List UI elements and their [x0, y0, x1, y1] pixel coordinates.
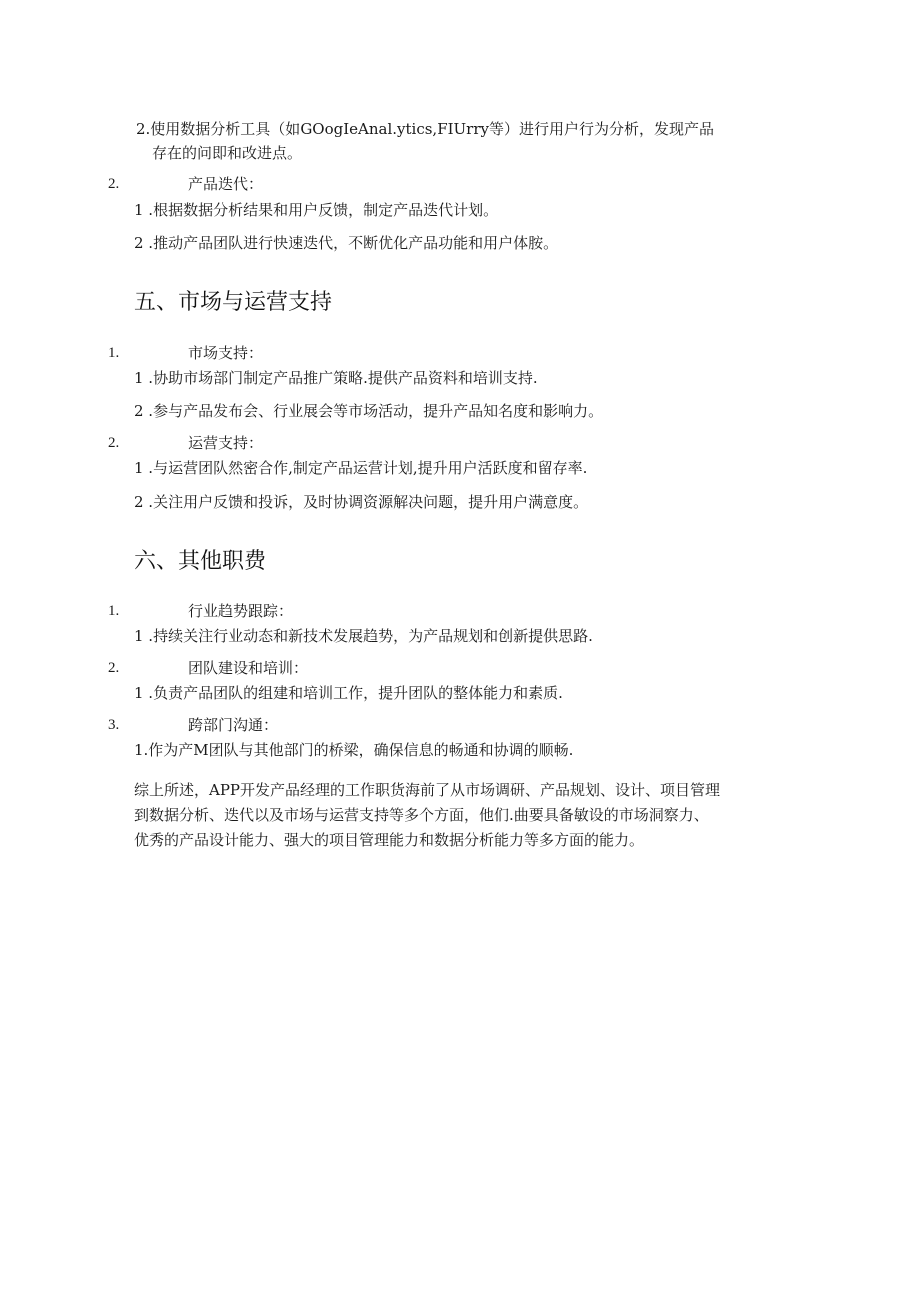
sub-item: 1 .持续关注行业动态和新技术发展趋势，为产品规划和创新提供思路. [134, 627, 593, 645]
sub-item: 1 .负责产品团队的组建和培训工作，提升团队的整体能力和素质. [134, 684, 563, 702]
summary-line: 综上所述，APP开发产品经理的工作职货海前了从市场调研、产品规划、设计、项目管理 [134, 781, 721, 799]
list-number: 2. [108, 435, 120, 451]
sub-item: 1.作为产M团队与其他部门的桥梁，确保信息的畅通和协调的顺畅. [134, 741, 574, 759]
list-label: 市场支持： [188, 344, 264, 362]
sub-item: 1 .与运营团队然密合作,制定产品运营计划,提升用户活跃度和留存率. [134, 459, 588, 477]
list-label: 团队建设和培训： [188, 659, 309, 677]
list-label: 跨部门沟通： [188, 716, 279, 734]
list-item-text: 2.使用数据分析工具（如GOogIeAnal.ytics,FIUrry等）进行用户行为分析，发现产品 [136, 120, 714, 138]
sub-item: 1 .协助市场部门制定产品推广策略.提供产品资料和培训支持. [134, 369, 538, 387]
list-number: 2. [108, 660, 120, 676]
summary-line: 到数据分析、迭代以及市场与运营支持等多个方面，他们.曲要具备敏设的市场洞察力、 [134, 806, 709, 824]
list-number: 3. [108, 717, 120, 733]
list-number: 1. [108, 345, 120, 361]
sub-item: 1 .根据数据分析结果和用户反馈，制定产品迭代计划。 [134, 201, 499, 219]
list-label: 产品迭代： [188, 175, 264, 193]
summary-line: 优秀的产品设计能力、强大的项目管理能力和数据分析能力等多方面的能力。 [134, 831, 645, 849]
sub-item: 2 .推动产品团队进行快速迭代，不断优化产品功能和用户体胺。 [134, 234, 559, 252]
list-label: 行业趋势跟踪： [188, 602, 294, 620]
sub-item: 2 .关注用户反馈和投诉，及时协调资源解决问题，提升用户满意度。 [134, 493, 589, 511]
section-heading: 六、其他职费 [134, 549, 267, 574]
list-number: 2. [108, 176, 120, 192]
section-heading: 五、市场与运营支持 [134, 290, 333, 315]
list-number: 1. [108, 603, 120, 619]
list-label: 运营支持： [188, 434, 264, 452]
sub-item: 2 .参与产品发布会、行业展会等市场活动，提升产品知名度和影响力。 [134, 402, 604, 420]
list-item-text-continuation: 存在的问即和改进点。 [152, 144, 303, 162]
